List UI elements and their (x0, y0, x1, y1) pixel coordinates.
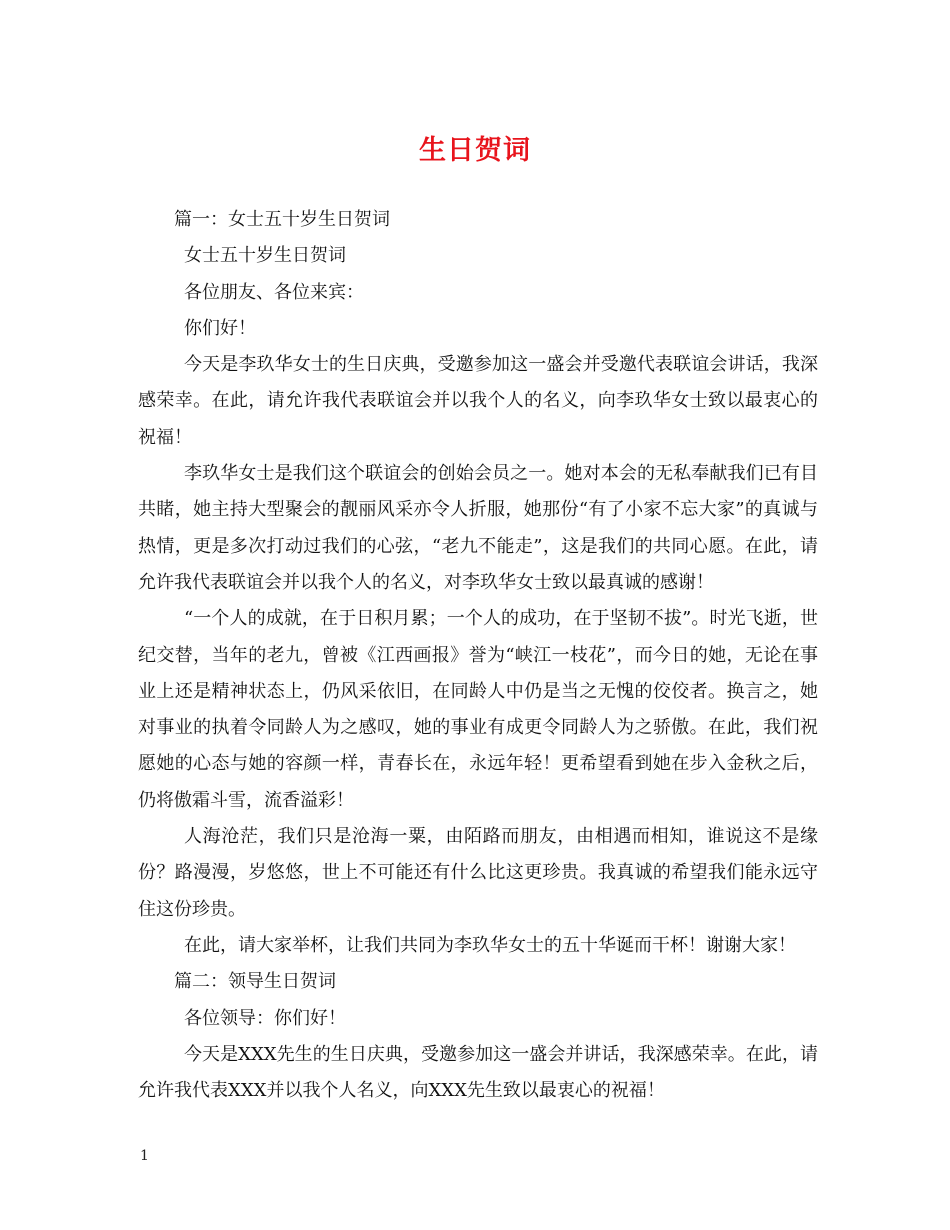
section-heading-1: 篇一：女士五十岁生日贺词 (174, 209, 390, 230)
paragraph-leader-opening: 今天是XXX先生的生日庆典，受邀参加这一盛会并讲话，我深感荣幸。在此，请允许我代表XXX并以我个人名义，向XXX先生致以最衷心的祝福！ (138, 1043, 818, 1102)
document-title: 生日贺词 (419, 135, 531, 166)
paragraph-toast: 在此，请大家举杯，让我们共同为李玖华女士的五十华诞而干杯！谢谢大家！ (184, 934, 796, 956)
paragraph-opening: 今天是李玖华女士的生日庆典，受邀参加这一盛会并受邀代表联谊会讲话，我深感荣幸。在此，请允许我代表联谊会并以我个人的名义，向李玖华女士致以最衷心的祝福！ (138, 354, 818, 448)
paragraph-hello: 你们好！ (184, 317, 256, 339)
paragraph-achievement: “一个人的成就，在于日积月累；一个人的成功，在于坚韧不拔”。时光飞逝，世纪交替，当年的老九，曾被《江西画报》誉为“峡江一枝花”，而今日的她，无论在事业上还是精神状态上，仍风采依旧，在同龄人中仍是当之无愧的佼佼者。换言之，她对事业的执着令同龄人为之感叹，她的事业有成更令同龄人为之骄傲。在此，我们祝愿她的心态与她的容颜一样，青春长在，永远年轻！更希望看到她在步入金秋之后，仍将傲霜斗雪，流香溢彩！ (138, 608, 818, 811)
paragraph-greeting: 各位朋友、各位来宾： (184, 281, 364, 303)
paragraph-subtitle: 女士五十岁生日贺词 (184, 245, 346, 267)
page-number: 1 (140, 1148, 149, 1164)
section-heading-2: 篇二：领导生日贺词 (174, 971, 336, 993)
paragraph-friendship: 人海沧茫，我们只是沧海一粟，由陌路而朋友，由相遇而相知，谁说这不是缘份？路漫漫，岁悠悠，世上不可能还有什么比这更珍贵。我真诚的希望我们能永远守住这份珍贵。 (138, 826, 818, 920)
document-body (138, 202, 818, 1109)
paragraph-founder: 李玖华女士是我们这个联谊会的创始会员之一。她对本会的无私奉献我们已有目共睹，她主持大型聚会的靓丽风采亦令人折服，她那份“有了小家不忘大家”的真诚与热情，更是多次打动过我们的心弦，“老九不能走”，这是我们的共同心愿。在此，请允许我代表联谊会并以我个人的名义，对李玖华女士致以最真诚的感谢！ (138, 463, 818, 593)
paragraph-leader-greeting: 各位领导：你们好！ (184, 1007, 346, 1029)
